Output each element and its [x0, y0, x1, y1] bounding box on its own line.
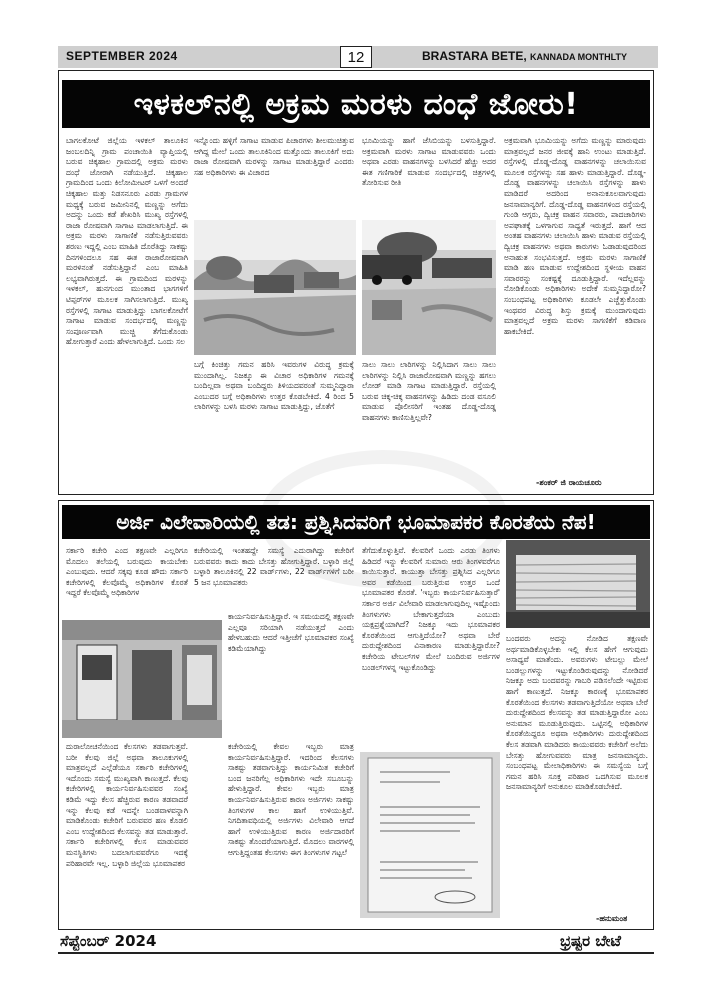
office-photo: [62, 620, 222, 738]
page-number: 12: [340, 46, 372, 68]
article2-headline: ಅರ್ಜಿ ವಿಲೇವಾರಿಯಲ್ಲಿ ತಡ: ಪ್ರಶ್ನಿಸಿದವರಿಗೆ ಭೂಮಾಪಕರ ಕೊರತೆಯ ನೆಪ!: [62, 505, 650, 539]
article1-col1: ಬಾಗಲಕೋಟೆ ಜಿಲ್ಲೆಯ ಇಳಕಲ್ ತಾಲೂಕಿನ ಜಂಬಲದಿನ್ನಿ ಗ್ರಾಮ ಪಂಚಾಯಿತಿ ವ್ಯಾಪ್ತಿಯಲ್ಲಿ ಬರುವ ಚಿಕ್ಕಹಾಲ ಗ್ರಾಮದಲ್ಲಿ ಅಕ್ರಮ ಮರಳು ದಂಧೆ ಜೋರಾಗಿ ನಡೆಯುತ್ತಿದೆ. ಚಿಕ್ಕಹಾಲ ಗ್ರಾಮದಿಂದ ಒಂದು ಕಿಲೋಮೀಟರ್ ಒಳಗೆ ಅಂದರೆ ಚಿಕ್ಕಹಾಲ ಮತ್ತು ನಿಡಸನೂರು ಎರಡು ಗ್ರಾಮಗಳ ಮಧ್ಯಕ್ಕೆ ಬರುವ ಜಮೀನಿನಲ್ಲಿ ಮಣ್ಣನ್ನು ಅಗೆದು ಅದನ್ನು ಒಂದು ಕಡೆ ಶೇಖರಿಸಿ ಮುಖ್ಯ ರಸ್ತೆಗಳಲ್ಲಿ ರಾಜಾ ರೋಷವಾಗಿ ಸಾಗಾಟ ಮಾಡಲಾಗುತ್ತಿದೆ. ಈ ಅಕ್ರಮ ಮರಳು ಸಾಗಾಣಿಕೆ ನಡೆಸುತ್ತಿರುವವರು ಶರಣು ಇದ್ದಲ್ಲಿ ಎಂಬ ಮಾಹಿತಿ ದೊರೆತಿದ್ದು ಸಾಕಷ್ಟು ದಿನಗಳಿಂದಲೂ ಸಹ ಈತ ರಾಜಾರೋಷವಾಗಿ ಮರಳಿನಂತೆ ನಡೆಸುತ್ತಿದ್ದಾನೆ ಎಂಬ ಮಾಹಿತಿ ಲಭ್ಯವಾಗಿರುತ್ತದೆ. ಈ ಗ್ರಾಮದಿಂದ ಮರಳನ್ನು ಇಳಕಲ್, ಹುನಗುಂದ ಮುಂತಾದ ಭಾಗಗಳಿಗೆ ಟಿಪ್ಪರ್‌ಗಳ ಮೂಲಕ ಸಾಗಿಸಲಾಗುತ್ತಿದೆ. ಮುಖ್ಯ ರಸ್ತೆಗಳಲ್ಲಿ ಸಾಗಾಟ ಮಾಡುತ್ತಿದ್ದು ಬಾಗಲಕೋಟೆಗೆ ಸಾಗಾಟ ಮಾಡುವ ಸಂದರ್ಭದಲ್ಲಿ ಮಣ್ಣನ್ನು ಸಂಪೂರ್ಣವಾಗಿ ಮುಚ್ಚಿ ತೆಗೆದುಕೊಂಡು ಹೋಗುತ್ತಾರೆ ಎಂದು ಹೇಳಲಾಗುತ್ತಿದೆ. ಒಂದು ಸಲ: [66, 136, 188, 347]
article1-headline: ಇಳಕಲ್‌ನಲ್ಲಿ ಅಕ್ರಮ ಮರಳು ದಂಧೆ ಜೋರು!: [62, 80, 650, 128]
footer-date: ಸೆಪ್ಟೆಂಬರ್ 2024: [60, 932, 157, 950]
article1-col4: ಅಕ್ರಮವಾಗಿ ಭೂಮಿಯನ್ನು ಅಗೆದು ಮಣ್ಣನ್ನು ಮಾರುವುದು ಮಾತ್ರವಲ್ಲದೆ ಜನರ ಜೀವಕ್ಕೆ ಹಾನಿ ಉಂಟು ಮಾಡುತ್ತಿದೆ. ರಸ್ತೆಗಳಲ್ಲಿ ದೊಡ್ಡ-ದೊಡ್ಡ ವಾಹನಗಳನ್ನು ಚಲಾಯಿಸುವ ಮೂಲಕ ರಸ್ತೆಗಳನ್ನು ಸಹ ಹಾಳು ಮಾಡುತ್ತಿದ್ದಾರೆ. ದೊಡ್ಡ-ದೊಡ್ಡ ವಾಹನಗಳನ್ನು ಚಲಾಯಿಸಿ ರಸ್ತೆಗಳನ್ನು ಹಾಳು ಮಾಡಿದರೆ ಅದರಿಂದ ಅನಾನುಕೂಲವಾಗುವುದು ಜನಸಾಮಾನ್ಯರಿಗೆ. ದೊಡ್ಡ-ದೊಡ್ಡ ವಾಹನಗಳಿಂದ ರಸ್ತೆಯಲ್ಲಿ ಗುಂಡಿ ಆಗ್ಗರು, ದ್ವಿಚಕ್ರ ವಾಹನ ಸವಾರರು, ಪಾದಚಾರಿಗಳು ಅಪಘಾತಕ್ಕೆ ಒಳಗಾಗುವ ಸಾಧ್ಯತೆ ಇರುತ್ತದೆ. ಹಾಗೆ ಆದ ಅಂತಹ ವಾಹನಗಳು ಚಲಾಯಿಸಿ ಹಾಳು ಮಾಡುವ ರಸ್ತೆಯಲ್ಲಿ ದ್ವಿಚಕ್ರ ವಾಹನಗಳು ಅಥವಾ ಕಾರುಗಳು ಓಡಾಡುವುದರಿಂದ ಅನಾಹುತ ಸಂಭವಿಸುತ್ತದೆ. ಅಕ್ರಮ ಮರಳು ಸಾಗಾಣಿಕೆ ಮಾಡಿ ಹಣ ಮಾಡುವ ಉದ್ದೇಶದಿಂದ ಸ್ಥಳೀಯ ವಾಹನ ಸವಾರರನ್ನು ಸಂಕಷ್ಟಕ್ಕೆ ದೂಡುತ್ತಿದ್ದಾರೆ. ಇದೆಲ್ಲವನ್ನು ನೋಡಿಕೊಂಡು ಅಧಿಕಾರಿಗಳು ಅದೇಕೆ ಸುಮ್ಮನಿದ್ದಾರೋ? ಸಂಬಂಧಪಟ್ಟ ಅಧಿಕಾರಿಗಳು ಕೂಡಲೇ ಎಚ್ಚೆತ್ತುಕೊಂಡು ಇಂಥವರ ವಿರುದ್ಧ ಶಿಸ್ತು ಕ್ರಮಕ್ಕೆ ಮುಂದಾಗುವುದು ಮಾತ್ರವಲ್ಲದೆ ಅಕ್ರಮ ಮರಳು ಸಾಗಣಿಕೆಗೆ ಕಡಿವಾಣ ಹಾಕಬೇಕಿದೆ.: [504, 136, 646, 336]
article2-byline: -ಹನುಮಂತ: [596, 914, 628, 923]
article1-col3-top: ಭೂಮಿಯನ್ನು ಹಾಗೆ ಜೆಸಿಬಿಯನ್ನು ಬಳಸುತ್ತಿದ್ದಾರೆ. ಅಕ್ರಮವಾಗಿ ಮರಳು ಸಾಗಾಟ ಮಾಡುವವರು ಒಂದು ಅಥವಾ ಎರಡು ವಾಹನಗಳನ್ನು ಬಳಸಿದರೆ ಹೆಚ್ಚು ಅದರ ಈತ ಗಣಿಗಾರಿಕೆ ಮಾಡುವ ಸಂದರ್ಭದಲ್ಲಿ ಚಿತ್ರಗಳಲ್ಲಿ ತೋರಿಸುವ ರೀತಿ: [362, 136, 496, 188]
footer-publication: ಭ್ರಷ್ಟರ ಬೇಟೆ: [560, 932, 621, 950]
sand-site-photo-2: [362, 220, 496, 355]
article2-col2-right: ಕಾರ್ಯನಿರ್ವಹಿಸುತ್ತಿದ್ದಾರೆ. ಇ ಸಮಯದಲ್ಲಿ ತಕ್ಷಣವೇ ಎಲ್ಲವೂ ಸರಿಯಾಗಿ ನಡೆಯುತ್ತದೆ ಎಂದು ಹೇಳಬಹುದು ಆದರೆ ಇತ್ತೀಚೆಗೆ ಭೂಮಾಪಕರ ಸಂಖ್ಯೆ ಕಡಿಮೆಯಾಗಿದ್ದು: [228, 612, 354, 653]
article2-col1-bottom: ದುರಾಲೋಚನೆಯಿಂದ ಕೆಲಸಗಳು ತಡವಾಗುತ್ತವೆ. ಬರೀ ಕೆಲವು ಜಿಲ್ಲೆ ಅಥವಾ ತಾಲೂಕುಗಳಲ್ಲಿ ಮಾತ್ರವಲ್ಲದೆ ಎಲ್ಲೆಡೆಯೂ ಸರ್ಕಾರಿ ಕಚೇರಿಗಳಲ್ಲಿ ಇದೊಂದು ಸಮಸ್ಯೆ ಮುಖ್ಯವಾಗಿ ಕಾಣುತ್ತದೆ. ಕೆಲವು ಕಚೇರಿಗಳಲ್ಲಿ ಕಾರ್ಯನಿರ್ವಹಿಸುವವರ ಸಂಖ್ಯೆ ಕಡಿಮೆ ಇದ್ದು ಕೆಲಸ ಹೆಚ್ಚಿರುವ ಕಾರಣ ತಡವಾದರೆ ಇನ್ನು ಕೆಲವು ಕಡೆ ಇದನ್ನೇ ಬಂಡವಾಳವನ್ನಾಗಿ ಮಾಡಿಕೊಂಡು ಕಚೇರಿಗೆ ಬರುವವರ ಹಣ ಕೊಡಲಿ ಎಂಬ ಉದ್ದೇಶದಿಂದ ಕೆಲಸವನ್ನು ತಡ ಮಾಡುತ್ತಾರೆ. ಸರ್ಕಾರಿ ಕಚೇರಿಗಳಲ್ಲಿ ಕೆಲಸ ಮಾಡುವವರ ಮನಸ್ಥಿತಿಗಳು ಬದಲಾಗುವವರೆಗೂ ಇದಕ್ಕೆ ಪರಿಹಾರವೇ ಇಲ್ಲ. ಬಳ್ಳಾರಿ ಜಿಲ್ಲೆಯ ಭೂಮಾಪಕರ: [66, 742, 188, 868]
article1-col3-bottom: ಸಾಲು ಸಾಲು ಲಾರಿಗಳನ್ನು ನಿಲ್ಲಿಸಿದಾಗ ಸಾಲು ಸಾಲು ಲಾರಿಗಳನ್ನು ನಿಲ್ಲಿಸಿ ರಾಜಾರೋಷವಾಗಿ ಮಣ್ಣನ್ನು ಹಗಲು ಲೋಡ್ ಮಾಡಿ ಸಾಗಾಟ ಮಾಡುತ್ತಿದ್ದಾರೆ. ರಸ್ತೆಯಲ್ಲಿ ಬರುವ ಚಿಕ್ಕ-ಚಿಕ್ಕ ವಾಹನಗಳನ್ನು ಹಿಡಿದು ದಂಡ ವಸೂಲಿ ಮಾಡುವ ಪೊಲೀಸರಿಗೆ ಇಂತಹ ದೊಡ್ಡ-ದೊಡ್ಡ ವಾಹನಗಳು ಕಾಣಿಸುತ್ತಿಲ್ಲವೇ?: [362, 360, 496, 422]
footer-rule: [58, 952, 654, 954]
issue-date: SEPTEMBER 2024: [66, 49, 178, 63]
application-document-photo: [360, 752, 500, 918]
article1-col2-top: ಇನ್ನೊಂದು ಹಳ್ಳಿಗೆ ಸಾಗಾಟ ಮಾಡುವ ಪಿಚಾರಗಳು ಶೀಲಮುಚಿತ್ತುವ ಆಗಿದ್ದ ಮೇಲೆ ಒಂದು ತಾಲೂಕಿನಿಂದ ಮತ್ತೊಂದು ತಾಲೂಕಿಗೆ ಅದು ರಾಜಾ ರೋಷವಾಗಿ ಮರಳನ್ನು ಸಾಗಾಟ ಮಾಡುತ್ತಿದ್ದಾರೆ ಎಂದರು ಸಹ ಅಧಿಕಾರಿಗಳು ಈ ವಿಚಾರದ: [194, 136, 354, 177]
sand-site-photo-1: [194, 220, 356, 355]
article1-col2-bottom: ಬಗ್ಗೆ ಕಿಂಚಿತ್ತು ಗಮನ ಹರಿಸಿ ಇವರುಗಳ ವಿರುದ್ಧ ಕ್ರಮಕ್ಕೆ ಮುಂದಾಗಿಲ್ಲ. ನಿಜಕ್ಕೂ ಈ ವಿಚಾರ ಅಧಿಕಾರಿಗಳ ಗಮನಕ್ಕೆ ಬಂದಿಲ್ಲವಾ ಅಥವಾ ಬಂದಿದ್ದರು ತಿಳಿಯದವರಂತೆ ಸುಮ್ಮನಿದ್ದಾರಾ ಎಂಬುದರ ಬಗ್ಗೆ ಅಧಿಕಾರಿಗಳು ಉತ್ತರ ಕೊಡಬೇಕಿದೆ. 4 ರಿಂದ 5 ಲಾರಿಗಳನ್ನು ಬಳಸಿ ಮರಳು ಸಾಗಾಟ ಮಾಡುತ್ತಿದ್ದು, ಜೊತೆಗೆ: [194, 360, 354, 412]
article2-col2-top: ಕಚೇರಿಯಲ್ಲಿ ಇಂತಹದ್ದೇ ಸಮಸ್ಯೆ ಎದುರಾಗಿದ್ದು ಕಚೇರಿಗೆ ಬರುವವರು ಕಾದು ಕಾದು ಬೇಸತ್ತು ಹೋಗುತ್ತಿದ್ದಾರೆ. ಬಳ್ಳಾರಿ ಜಿಲ್ಲೆ ಬಳ್ಳಾರಿ ತಾಲೂಕಿನಲ್ಲಿ 22 ವಾರ್ಡ್‌ಗಳು, 22 ವಾರ್ಡ್‌ಗಳಿಗೆ ಬರೀ 5 ಜನ ಭೂಮಾಪಕರು: [194, 546, 354, 587]
article2-col3-top: ತೆಗೆದುಕೊಳ್ಳುತ್ತಿವೆ. ಕೆಲವರಿಗೆ ಒಂದು ಎರಡು ತಿಂಗಳು ಹಿಡಿದರೆ ಇನ್ನು ಕೆಲವರಿಗೆ ಸುಮಾರು ಆರು ತಿಂಗಳವರೆಗೂ ಕಾಯಿಸುತ್ತಾರೆ. ಕಾಯುತ್ತಾ ಬೇಸತ್ತು ಪ್ರಶ್ನಿಸಿದ ಎಲ್ಲರಿಗೂ ಅವರ ಕಡೆಯಿಂದ ಬರುತ್ತಿರುವ ಉತ್ತರ ಒಂದೆ ಭೂಮಾಪಕರ ಕೊರತೆ. 'ಇಬ್ಬರು ಕಾರ್ಯನಿರ್ವಹಿಸುತ್ತಾರೆ' ಸರ್ಕಾರ ಅರ್ಜಿ ವಿಲೇವಾರಿ ಮಾಡಲಾಗುವುದಿಲ್ಲ ಇಷ್ಟೊಂದು ತಿಂಗಳುಗಳು ಬೇಕಾಗುತ್ತದೆಯಾ ಎಂಬುದು ಯಕ್ಷಪ್ರಶ್ನೆಯಾಗಿದೆ? ನಿಜಕ್ಕೂ ಇದು ಭೂಮಾಪಕರ ಕೊರತೆಯಿಂದ ಆಗುತ್ತಿದೆಯೋ? ಅಥವಾ ಬೇರೆ ದುರುದ್ದೇಶದಿಂದ ವಿನಾಕಾರಣ ಮಾಡುತ್ತಿದ್ದಾರೋ? ಕಚೇರಿಯ ಟೇಬಲ್‌ಗಳ ಮೇಲೆ ಬಂದಿರುವ ಅರ್ಜಿಗಳ ಬಂಡಲ್‌ಗಳನ್ನ ಇಟ್ಟುಕೊಂಡಿದ್ದು: [362, 546, 500, 672]
article2-col1-top: ಸರ್ಕಾರಿ ಕಚೇರಿ ಎಂದ ತಕ್ಷಣವೇ ಎಲ್ಲರಿಗೂ ಮೊದಲು ತಲೆಯಲ್ಲಿ ಬರುವುದು ಕಾಯಬೇಕು ಎಂಬುವುದು. ಆದರೆ ಸಕ್ಕವು ಕೂಡ ಹೌದು ಸರ್ಕಾರಿ ಕಚೇರಿಗಳಲ್ಲಿ ಕೆಲವೊಮ್ಮೆ ಅಧಿಕಾರಿಗಳ ಕೊರತೆ ಇದ್ದರೆ ಕೆಲವೊಮ್ಮೆ ಅಧಿಕಾರಿಗಳ: [66, 546, 188, 598]
publication-name: BRASTARA BETE, KANNADA MONTHLTY: [422, 49, 628, 63]
article2-col4: ಬಂದವರು ಅದನ್ನು ನೋಡಿದ ತಕ್ಷಣವೇ ಅರ್ಥಮಾಡಿಕೊಳ್ಳಬೇಕು ಇಲ್ಲಿ ಕೆಲಸ ಹೇಗೆ ಆಗುವುದು ಅಸಾಧ್ಯವೆ ಮಾತೆಂದು. ಅವರುಗಳು ಟೇಬಲ್ಲು ಮೇಲೆ ಬಂಡಲ್ಲುಗಳನ್ನು ಇಟ್ಟುಕೊಂಡಿರುವುದನ್ನು ನೋಡಿದರೆ ನಿಜಕ್ಕೂ ಅದು ಬಂದವರನ್ನು ಗಾಬರಿ ಪಡಿಸಲೆಂದೇ ಇಟ್ಟಿರುವ ಹಾಗೆ ಕಾಣುತ್ತದೆ. ನಿಜಕ್ಕೂ ಕಾರಣಕ್ಕೆ ಭೂಮಾಪಕರ ಕೊರತೆಯಿಂದ ಕೆಲಸಗಳು ತಡವಾಗುತ್ತಿದೆಯೋ ಅಥವಾ ಬೇರೆ ದುರುದ್ದೇಶದಿಂದ ಕೆಲಸವನ್ನು ತಡ ಮಾಡುತ್ತಿದ್ದಾರೋ ಎಂಬ ಅನುಮಾನ ಮೂಡುತ್ತಿರುವುದು. ಒಟ್ಟಿನಲ್ಲಿ ಅಧಿಕಾರಿಗಳ ಕೊರತೆಯಿದ್ದರೂ ಅಥವಾ ಅಧಿಕಾರಿಗಳು ದುರುದ್ದೇಶದಿಂದ ಕೆಲಸ ತಡವಾಗಿ ಮಾಡಿದರು ಕಾಯುವವರು ಕಚೇರಿಗೆ ಅಲೆದು ಬೇಸತ್ತು ಹೋಗುವವರು ಮಾತ್ರ ಜನಸಾಮಾನ್ಯರು. ಸಂಬಂಧಪಟ್ಟ ಮೇಲಾಧಿಕಾರಿಗಳು ಈ ಸಮಸ್ಯೆಯ ಬಗ್ಗೆ ಗಮನ ಹರಿಸಿ ಸೂಕ್ತ ಪರಿಹಾರ ಒದಗಿಸುವ ಮೂಲಕ ಜನಸಾಮಾನ್ಯರಿಗೆ ಅನುಕೂಲ ಮಾಡಿಕೊಡಬೇಕಿದೆ.: [506, 634, 648, 792]
files-stack-photo: [506, 540, 650, 628]
article1-byline: -ಶಂಕರ್ ಜಿ ರಾಯಚೂರು: [536, 478, 602, 487]
article2-col2-bottom: ಕಚೇರಿಯಲ್ಲಿ ಕೇವಲ ಇಬ್ಬರು ಮಾತ್ರ ಕಾರ್ಯನಿರ್ವಹಿಸುತ್ತಿದ್ದಾರೆ. ಇದರಿಂದ ಕೆಲಸಗಳು ಸಾಕಷ್ಟು ತಡವಾಗುತ್ತಿದ್ದು ಕಾರ್ಯನಿಮಿತ ಕಚೇರಿಗೆ ಬಂದ ಜನರಿಗೆಲ್ಲ ಅಧಿಕಾರಿಗಳು ಇದೇ ಸಬೂಬನ್ನು ಹೇಳುತ್ತಿದ್ದಾರೆ. ಕೇವಲ ಇಬ್ಬರು ಮಾತ್ರ ಕಾರ್ಯನಿರ್ವಹಿಸುತ್ತಿರುವ ಕಾರಣ ಅರ್ಜಿಗಳು ಸಾಕಷ್ಟು ತಿಂಗಳುಗಳ ಕಾಲ ಹಾಗೆ ಉಳಿಯುತ್ತಿವೆ. ನಿಗದಿತಾವಧಿಯಲ್ಲಿ ಅರ್ಜಿಗಳು ವಿಲೇವಾರಿ ಆಗದೆ ಹಾಗೆ ಉಳಿಯುತ್ತಿರುವ ಕಾರಣ ಅರ್ಜಿದಾರರಿಗೆ ಸಾಕಷ್ಟು ತೊಂದರೆಯಾಗುತ್ತಿದೆ. ಮೊದಲು ವಾರಗಳಲ್ಲಿ ಆಗುತ್ತಿದ್ದಂತಹ ಕೆಲಸಗಳು ಈಗ ತಿಂಗಳುಗಳ ಗಟ್ಟಲೆ: [228, 742, 354, 857]
